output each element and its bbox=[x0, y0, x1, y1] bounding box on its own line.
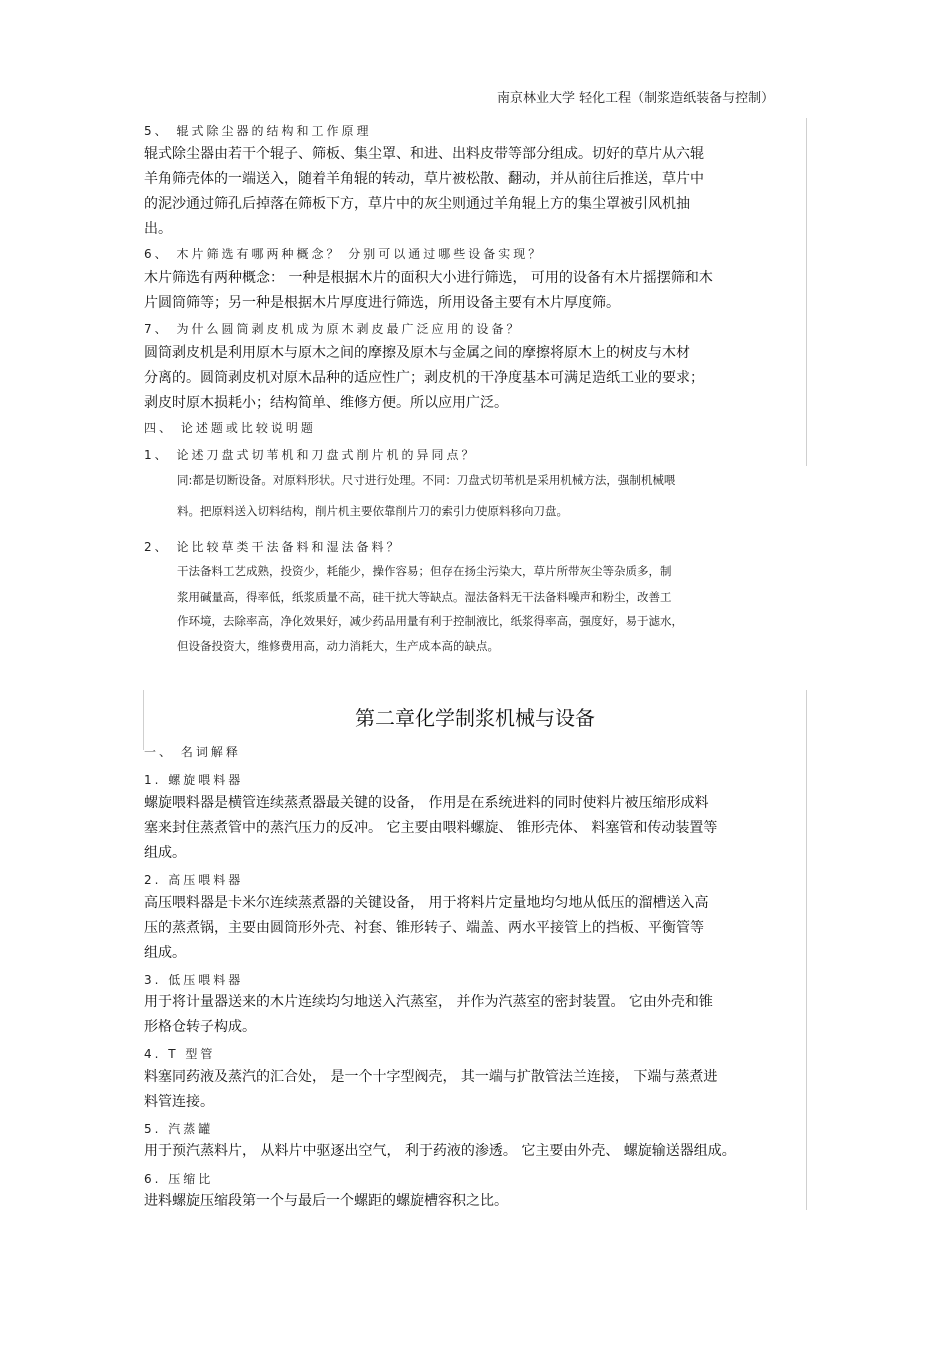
discussion-2-line-3: 作环境，去除率高，净化效果好，减少药品用量有利于控制液比，纸浆得率高，强度好，易于滤水， bbox=[177, 614, 683, 628]
term-3-title: 3. 低压喂料器 bbox=[144, 973, 244, 987]
question-6-title: 6、 木片筛选有哪两种概念？ 分别可以通过哪些设备实现？ bbox=[144, 247, 544, 261]
term-1-title: 1. 螺旋喂料器 bbox=[144, 773, 244, 787]
question-7-line-1: 圆筒剥皮机是利用原木与原木之间的摩擦及原木与金属之间的摩擦将原木上的树皮与木材 bbox=[144, 345, 690, 361]
question-5-line-3: 的泥沙通过筛孔后掉落在筛板下方，草片中的灰尘则通过羊角辊上方的集尘罩被引风机抽 bbox=[144, 196, 690, 212]
term-2-line-3: 组成。 bbox=[144, 945, 186, 961]
discussion-1-line-2: 料。把原料送入切料结构，削片机主要依靠削片刀的索引力使原料移向刀盘。 bbox=[177, 504, 568, 518]
question-5-line-4: 出。 bbox=[144, 221, 172, 237]
term-3-line-2: 形格仓转子构成。 bbox=[144, 1019, 256, 1035]
term-2-line-2: 压的蒸煮锅，主要由圆筒形外壳、衬套、锥形转子、端盖、两水平接管上的挡板、平衡管等 bbox=[144, 920, 704, 936]
question-7-line-3: 剥皮时原木损耗小；结构简单、维修方便。所以应用广泛。 bbox=[144, 395, 508, 411]
term-5-line-1: 用于预汽蒸料片， 从料片中驱逐出空气， 利于药液的渗透。 它主要由外壳、 螺旋输送器组成。 bbox=[144, 1143, 736, 1159]
term-6-line-1: 进料螺旋压缩段第一个与最后一个螺距的螺旋槽容积之比。 bbox=[144, 1193, 508, 1209]
question-6-line-1: 木片筛选有两种概念： 一种是根据木片的面积大小进行筛选， 可用的设备有木片摇摆筛和木 bbox=[144, 270, 713, 286]
term-5-title: 5. 汽蒸罐 bbox=[144, 1122, 214, 1136]
term-2-line-1: 高压喂料器是卡米尔连续蒸煮器的关键设备， 用于将料片定量地均匀地从低压的溜槽送入高 bbox=[144, 895, 709, 911]
right-rule-bottom bbox=[806, 690, 807, 1210]
term-4-title: 4. T 型管 bbox=[144, 1047, 216, 1061]
question-7-title: 7、 为什么圆筒剥皮机成为原木剥皮最广泛应用的设备？ bbox=[144, 322, 522, 336]
term-4-line-1: 料塞同药液及蒸汽的汇合处， 是一个十字型阀壳， 其一端与扩散管法兰连接， 下端与蒸煮进 bbox=[144, 1069, 718, 1085]
discussion-1-title: 1、 论述刀盘式切苇机和刀盘式削片机的异同点？ bbox=[144, 448, 477, 462]
question-5-title: 5、 辊式除尘器的结构和工作原理 bbox=[144, 124, 372, 138]
discussion-2-line-2: 浆用碱量高，得率低，纸浆质量不高，硅干扰大等缺点。湿法备料无干法备料噪声和粉尘，改善工 bbox=[177, 590, 672, 604]
term-3-line-1: 用于将计量器送来的木片连续均匀地送入汽蒸室， 并作为汽蒸室的密封装置。 它由外壳和锥 bbox=[144, 994, 713, 1010]
term-1-line-1: 螺旋喂料器是横管连续蒸煮器最关键的设备， 作用是在系统进料的同时使料片被压缩形成料 bbox=[144, 795, 709, 811]
discussion-2-line-4: 但设备投资大，维修费用高，动力消耗大，生产成本高的缺点。 bbox=[177, 639, 499, 653]
discussion-1-line-1: 同:都是切断设备。对原料形状。尺寸进行处理。不同：刀盘式切苇机是采用机械方法，强制机械喂 bbox=[177, 473, 676, 487]
discussion-2-line-1: 干法备料工艺成熟，投资少，耗能少，操作容易；但存在扬尘污染大，草片所带灰尘等杂质多，制 bbox=[177, 564, 672, 578]
question-5-line-1: 辊式除尘器由若干个辊子、筛板、集尘罩、和进、出料皮带等部分组成。切好的草片从六辊 bbox=[144, 146, 704, 162]
right-rule-top bbox=[806, 118, 807, 466]
chapter-title: 第二章化学制浆机械与设备 bbox=[355, 706, 595, 730]
term-2-title: 2. 高压喂料器 bbox=[144, 873, 244, 887]
page-header: 南京林业大学 轻化工程（制浆造纸装备与控制） bbox=[497, 91, 775, 106]
discussion-2-title: 2、 论比较草类干法备料和湿法备料？ bbox=[144, 540, 402, 554]
term-6-title: 6. 压缩比 bbox=[144, 1172, 214, 1186]
question-5-line-2: 羊角筛壳体的一端送入，随着羊角辊的转动，草片被松散、翻动，并从前往后推送，草片中 bbox=[144, 171, 704, 187]
term-1-line-3: 组成。 bbox=[144, 845, 186, 861]
question-6-line-2: 片圆筒筛等；另一种是根据木片厚度进行筛选，所用设备主要有木片厚度筛。 bbox=[144, 295, 620, 311]
question-7-line-2: 分离的。圆筒剥皮机对原木品种的适应性广；剥皮机的干净度基本可满足造纸工业的要求； bbox=[144, 370, 704, 386]
part-4-heading: 四、 论述题或比较说明题 bbox=[144, 421, 316, 435]
part-1-heading: 一、 名词解释 bbox=[144, 745, 241, 759]
term-4-line-2: 料管连接。 bbox=[144, 1094, 214, 1110]
term-1-line-2: 塞来封住蒸煮管中的蒸汽压力的反冲。 它主要由喂料螺旋、 锥形壳体、 料塞管和传动装置等 bbox=[144, 820, 718, 836]
